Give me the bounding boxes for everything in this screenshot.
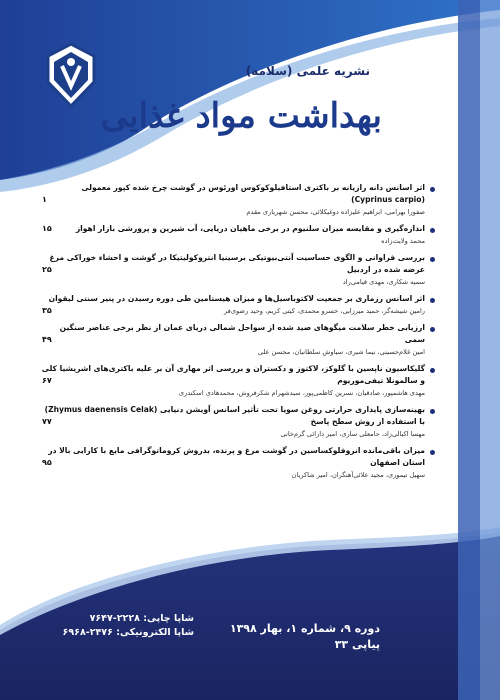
issn-info — [44, 612, 194, 640]
article-title: بررسی فراوانی و الگوی حساسیت آنتی‌بیوتیکی برسینیا انتروکولیتیکا در گوشت و احشاء خوراکی مرغ عرضه شده در اردبیل — [49, 253, 425, 274]
bullet-icon — [430, 368, 435, 373]
article-title: اندازه‌گیری و مقایسه میزان سلنیوم در برخی ماهیان دریایی، آب شیرین و پرورشی بازار اهواز — [75, 224, 425, 233]
article-authors: امین غلام‌حسینی، نیما شیری، سیاوش سلطانیان، محسن علی — [257, 348, 425, 356]
issue-info — [230, 621, 380, 653]
bullet-icon — [430, 450, 435, 455]
article-authors: رامین شیشه‌گر، حمید میرزایی، خسرو محمدی، کیتی کریم، وحید رضوی‌فر — [224, 307, 425, 315]
article-page: ۳۵ — [42, 306, 52, 315]
article-authors: مهدی هاشمپور، صادقیان، نسرین کاظمی‌پور، سیدشهرام شکرفروش، محمدهادی اسکندری — [178, 389, 425, 397]
article-title: میزان باقی‌مانده انروفلوکساسین در گوشت مرغ و پرنده، بدروش کروماتوگرافی مایع با کارایی بالا در استان اصفهان — [48, 446, 425, 467]
article-authors: سمیه شکاری، مهدی قیامی‌راد — [342, 278, 425, 286]
bullet-icon — [430, 298, 435, 303]
article-page: ۱۵ — [42, 224, 52, 233]
table-of-contents — [40, 182, 435, 486]
article-authors: مهسا اکبالی‌زاد، حامعلی ساری، امیر دارائی گرم‌خانی — [280, 430, 425, 438]
article-item — [40, 182, 435, 217]
article-item — [40, 223, 435, 246]
article-page: ۶۷ — [42, 376, 52, 385]
article-title: اثر اسانس رزماری بر جمعیت لاکتوباسیل‌ها و میزان هیستامین طی دوره رسیدن در پنیر سنتی لیقوان — [48, 294, 425, 303]
article-title: بهینه‌سازی پایداری حرارتی روغن سویا تحت تأثیر اسانس آویشن دنیایی (Zhymus daenensis Celak) با استفاده از روش سطح پاسخ — [44, 405, 425, 426]
article-title: گلیکاسیون ناپسین با گلوکز، لاکتوز و دکستران و بررسی اثر مهاری آن بر علیه باکتری‌های اشریشیا کلی و سالمونلا تیفی‌موریوم — [41, 364, 425, 385]
journal-title: بهداشت مواد غذایی — [100, 96, 382, 136]
university-logo-icon — [40, 42, 102, 108]
article-authors: صفورا بهرامی، ابراهیم علیزاده دوغیکلائی، محسن شهریاری مقدم — [246, 208, 425, 216]
bullet-icon — [430, 257, 435, 262]
bullet-icon — [430, 228, 435, 233]
article-item — [40, 363, 435, 398]
issn-online: شاپا الکترونیکی: ۲۴۷۶-۶۹۶۸ — [62, 627, 194, 638]
article-authors: سهیل تیموری، مجید علائی‌آهنگران، امیر شاکریان — [291, 471, 425, 479]
issue-volume: دوره ۹، شماره ۱، بهار ۱۳۹۸ — [229, 622, 380, 635]
bullet-icon — [430, 187, 435, 192]
article-page: ۲۵ — [42, 265, 52, 274]
article-item — [40, 404, 435, 439]
article-page: ۱ — [42, 195, 47, 204]
article-page: ۹۵ — [42, 458, 52, 467]
article-page: ۴۹ — [42, 335, 52, 344]
issue-serial: پیاپی ۳۳ — [334, 638, 380, 651]
article-title: ارزیابی خطر سلامت میگوهای صید شده از سواحل شمالی دریای عمان از نظر برخی عناصر سنگین سمی — [59, 323, 425, 344]
article-item — [40, 322, 435, 357]
journal-subtitle: نشریه علمی (سلامه) — [245, 64, 370, 78]
article-item — [40, 293, 435, 316]
article-authors: محمد ولایت‌زاده — [381, 237, 425, 245]
article-item — [40, 445, 435, 480]
article-title: اثر اسانس دانه رازیانه بر باکتری استافیلوکوکوس اورئوس در گوشت چرخ شده کپور معمولی (Cyprinus carpio) — [81, 183, 425, 204]
bullet-icon — [430, 327, 435, 332]
issn-print: شاپا چاپی: ۲۲۲۸-۷۶۴۷ — [89, 613, 194, 624]
article-item — [40, 252, 435, 287]
article-page: ۷۷ — [42, 417, 52, 426]
bullet-icon — [430, 409, 435, 414]
